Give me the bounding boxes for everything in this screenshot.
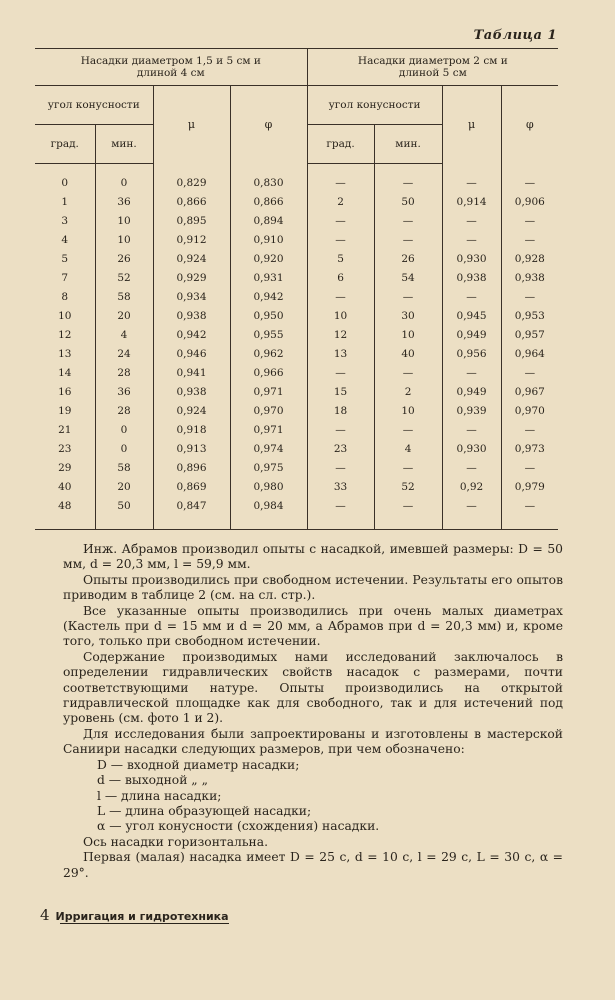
table-cell: 36 xyxy=(95,382,153,401)
table-cell: 0,869 xyxy=(153,477,230,496)
table-cell: — xyxy=(501,230,558,249)
definition-line: L — длина образующей насадки; xyxy=(97,803,312,818)
table-cell: 4 xyxy=(61,233,69,246)
table-cell: — xyxy=(442,230,501,249)
table-cell: 0,934 xyxy=(153,287,230,306)
angle-header-2: угол конусности xyxy=(307,86,442,125)
table-cell: — xyxy=(307,420,374,439)
table-cell: — xyxy=(374,173,442,192)
table-row xyxy=(35,401,558,420)
table-cell: 0,929 xyxy=(153,268,230,287)
angle-header-1: угол конусности xyxy=(35,86,153,125)
table-cell: 16 xyxy=(58,385,72,398)
table-cell: 19 xyxy=(58,404,72,417)
table-cell: — xyxy=(501,420,558,439)
table-cell: 0,913 xyxy=(153,439,230,458)
table-cell: 23 xyxy=(58,442,72,455)
table-cell: 0,896 xyxy=(153,458,230,477)
body-text xyxy=(63,542,563,881)
table-cell: 0 xyxy=(61,176,69,189)
table-cell: 0,866 xyxy=(230,192,307,211)
table-cell: 0,966 xyxy=(230,363,307,382)
table-cell: 10 xyxy=(374,325,442,344)
table-cell: 0,918 xyxy=(153,420,230,439)
table-cell: — xyxy=(307,458,374,477)
table-cell: 2 xyxy=(307,192,374,211)
table-cell: — xyxy=(501,287,558,306)
table-cell: 6 xyxy=(307,268,374,287)
table-cell: 50 xyxy=(374,192,442,211)
table-cell: 0,950 xyxy=(230,306,307,325)
table-cell: — xyxy=(374,363,442,382)
table-cell: 29 xyxy=(58,461,72,474)
table-cell: 1 xyxy=(61,195,69,208)
table-cell: 0,930 xyxy=(442,249,501,268)
table-cell: 0,829 xyxy=(153,173,230,192)
table-cell: 10 xyxy=(374,401,442,420)
table-cell: 10 xyxy=(95,230,153,249)
paragraph: Инж. Абрамов производил опыты с насадкой, имевшей размеры: D = 50 мм, d = 20,3 мм, l = 59,9 мм. xyxy=(63,542,563,572)
table-cell: — xyxy=(501,496,558,515)
table-cell: 0,970 xyxy=(230,401,307,420)
table-cell: — xyxy=(307,363,374,382)
paragraph: Ось насадки горизонтальна. xyxy=(83,834,268,849)
table-cell: 0,955 xyxy=(230,325,307,344)
table-cell: 0,895 xyxy=(153,211,230,230)
table-cell: 0,941 xyxy=(153,363,230,382)
table-cell: 0,980 xyxy=(230,477,307,496)
table-cell: 18 xyxy=(307,401,374,420)
table-cell: 0,973 xyxy=(501,439,558,458)
table-cell: — xyxy=(374,458,442,477)
table-cell: 0,938 xyxy=(153,382,230,401)
table-cell: 0,931 xyxy=(230,268,307,287)
table-row xyxy=(35,249,558,268)
table-cell: — xyxy=(442,287,501,306)
table-cell: — xyxy=(307,230,374,249)
min-header-1: мин. xyxy=(95,125,153,164)
table-row xyxy=(35,230,558,249)
table-row xyxy=(35,382,558,401)
table-caption: Таблица 1 xyxy=(473,28,557,43)
table-cell: 0,956 xyxy=(442,344,501,363)
table-cell: — xyxy=(442,458,501,477)
table-cell: 33 xyxy=(307,477,374,496)
table-cell: 0 xyxy=(95,420,153,439)
table-cell: 0,920 xyxy=(230,249,307,268)
definition-line: l — длина насадки; xyxy=(97,788,222,803)
table-cell: 50 xyxy=(95,496,153,515)
footer-rule xyxy=(60,923,229,924)
paragraph: Первая (малая) насадка имеет D = 25 с, d = 10 с, l = 29 с, L = 30 с, α = 29°. xyxy=(63,850,563,880)
table-cell: 52 xyxy=(374,477,442,496)
table-cell: 0,910 xyxy=(230,230,307,249)
table-row xyxy=(35,439,558,458)
table-cell: 0,962 xyxy=(230,344,307,363)
table-cell: 0,830 xyxy=(230,173,307,192)
table-cell: 0,92 xyxy=(442,477,501,496)
table-row xyxy=(35,192,558,211)
table-cell: — xyxy=(374,287,442,306)
journal-title: Ирригация и гидротехника xyxy=(55,910,229,923)
table-cell: — xyxy=(442,496,501,515)
definition-line: D — входной диаметр насадки; xyxy=(97,757,300,772)
table-cell: 0,974 xyxy=(230,439,307,458)
definition-line: α — угол конусности (схождения) насадки. xyxy=(97,819,380,834)
definition-line: d — выходной „ „ xyxy=(97,773,208,788)
table-cell: — xyxy=(442,363,501,382)
table-cell: 2 xyxy=(374,382,442,401)
table-cell: 58 xyxy=(95,287,153,306)
deg-header-1: град. xyxy=(35,125,95,164)
paragraph: Для исследования были запроектированы и изготовлены в мастерской Саниири насадки следующих размеров, при чем обозначено: xyxy=(63,726,563,757)
table-row xyxy=(35,458,558,477)
table-cell: 0,928 xyxy=(501,249,558,268)
table-cell: — xyxy=(307,211,374,230)
table-cell: 15 xyxy=(307,382,374,401)
table-row xyxy=(35,420,558,439)
group1-header: Насадки диаметром 1,5 и 5 см и длиной 4 см xyxy=(35,49,307,86)
table-cell: 0,949 xyxy=(442,382,501,401)
paragraph: Все указанные опыты производились при очень малых диаметрах (Кастель при d = 15 мм и d = 20 мм, а Абрамов при d = 20,3 мм) и, кроме того, только при свободном истечении. xyxy=(63,603,563,649)
table-cell: 28 xyxy=(95,363,153,382)
table-cell: — xyxy=(374,420,442,439)
table-cell: 20 xyxy=(95,306,153,325)
table-cell: — xyxy=(307,173,374,192)
paragraph: Опыты производились при свободном истечении. Результаты его опытов приводим в таблице 2 (см. на сл. стр.). xyxy=(63,572,563,603)
table-cell: 0,971 xyxy=(230,420,307,439)
table-cell: 0,930 xyxy=(442,439,501,458)
table-cell: 12 xyxy=(58,328,72,341)
table-row xyxy=(35,477,558,496)
paragraph: Содержание производимых нами исследований заключалось в определении гидравлических свойств насадок с размерами, почти соответствующими натуре. Опыты производились на открытой гидравлической площадке как для свободного, так и для истечений под уровень (см. фото 1 и 2). xyxy=(63,649,563,726)
table-cell: 0,945 xyxy=(442,306,501,325)
table-cell: 0,979 xyxy=(501,477,558,496)
table-cell: 0,971 xyxy=(230,382,307,401)
table-cell: 0,938 xyxy=(153,306,230,325)
table-cell: 0,894 xyxy=(230,211,307,230)
table-cell: 0,957 xyxy=(501,325,558,344)
table-row xyxy=(35,211,558,230)
table-cell: 4 xyxy=(374,439,442,458)
table-body xyxy=(35,164,558,530)
table-cell: 3 xyxy=(61,214,69,227)
table-cell: — xyxy=(374,496,442,515)
table-cell: 0,970 xyxy=(501,401,558,420)
table-cell: 0,939 xyxy=(442,401,501,420)
table-cell: — xyxy=(374,230,442,249)
table-cell: — xyxy=(501,363,558,382)
table-row xyxy=(35,363,558,382)
table-cell: 26 xyxy=(95,249,153,268)
table-cell: — xyxy=(442,420,501,439)
table-row xyxy=(35,287,558,306)
table-row xyxy=(35,306,558,325)
table-cell: — xyxy=(307,496,374,515)
table-cell: 4 xyxy=(95,325,153,344)
table-cell: 21 xyxy=(58,423,72,436)
table-cell: 13 xyxy=(58,347,72,360)
table-cell: — xyxy=(374,211,442,230)
table-cell: — xyxy=(307,287,374,306)
deg-header-2: град. xyxy=(307,125,374,164)
table-cell: 0,906 xyxy=(501,192,558,211)
table-cell: 7 xyxy=(61,271,69,284)
table-cell: 0,949 xyxy=(442,325,501,344)
data-table xyxy=(35,48,558,530)
table-cell: — xyxy=(501,173,558,192)
table-cell: 0,953 xyxy=(501,306,558,325)
table-cell: 0,964 xyxy=(501,344,558,363)
table-cell: 0,914 xyxy=(442,192,501,211)
table-cell: 0,924 xyxy=(153,401,230,420)
table-cell: 10 xyxy=(95,211,153,230)
group2-header: Насадки диаметром 2 см и длиной 5 см xyxy=(307,49,558,86)
table-cell: 36 xyxy=(95,192,153,211)
table-cell: 0,938 xyxy=(501,268,558,287)
table-row xyxy=(35,496,558,515)
table-cell: 28 xyxy=(95,401,153,420)
table-cell: 30 xyxy=(374,306,442,325)
table-cell: 58 xyxy=(95,458,153,477)
table-cell: 0,942 xyxy=(153,325,230,344)
table-cell: 10 xyxy=(307,306,374,325)
table-cell: 0,938 xyxy=(442,268,501,287)
table-cell: 10 xyxy=(58,309,72,322)
table-cell: 5 xyxy=(61,252,69,265)
table-cell: 13 xyxy=(307,344,374,363)
page-number: 4 xyxy=(40,906,50,924)
table-cell: 0,924 xyxy=(153,249,230,268)
table-cell: 14 xyxy=(58,366,72,379)
table-cell: 5 xyxy=(307,249,374,268)
table-cell: 0,942 xyxy=(230,287,307,306)
table-cell: 52 xyxy=(95,268,153,287)
table-cell: — xyxy=(501,211,558,230)
table-cell: 0,946 xyxy=(153,344,230,363)
mu-header-1: μ xyxy=(153,86,230,164)
table-cell: 12 xyxy=(307,325,374,344)
table-cell: 0,984 xyxy=(230,496,307,515)
table-cell: 40 xyxy=(58,480,72,493)
table-row xyxy=(35,173,558,192)
table-cell: 0,967 xyxy=(501,382,558,401)
mu-header-2: μ xyxy=(442,86,501,164)
table-cell: 0 xyxy=(95,173,153,192)
table-cell: 8 xyxy=(61,290,69,303)
table-cell: 26 xyxy=(374,249,442,268)
table-cell: 54 xyxy=(374,268,442,287)
table-cell: 23 xyxy=(307,439,374,458)
phi-header-1: φ xyxy=(230,86,307,164)
table-row xyxy=(35,325,558,344)
min-header-2: мин. xyxy=(374,125,442,164)
table-cell: 0,847 xyxy=(153,496,230,515)
table-cell: — xyxy=(442,173,501,192)
page-footer xyxy=(40,906,229,924)
table-cell: — xyxy=(442,211,501,230)
table-row xyxy=(35,344,558,363)
table-cell: 0,975 xyxy=(230,458,307,477)
table-cell: 24 xyxy=(95,344,153,363)
phi-header-2: φ xyxy=(501,86,558,164)
table-cell: 0 xyxy=(95,439,153,458)
table-cell: 20 xyxy=(95,477,153,496)
table-cell: 48 xyxy=(58,499,72,512)
table-cell: — xyxy=(501,458,558,477)
table-cell: 40 xyxy=(374,344,442,363)
table-cell: 0,866 xyxy=(153,192,230,211)
table-cell: 0,912 xyxy=(153,230,230,249)
table-row xyxy=(35,268,558,287)
